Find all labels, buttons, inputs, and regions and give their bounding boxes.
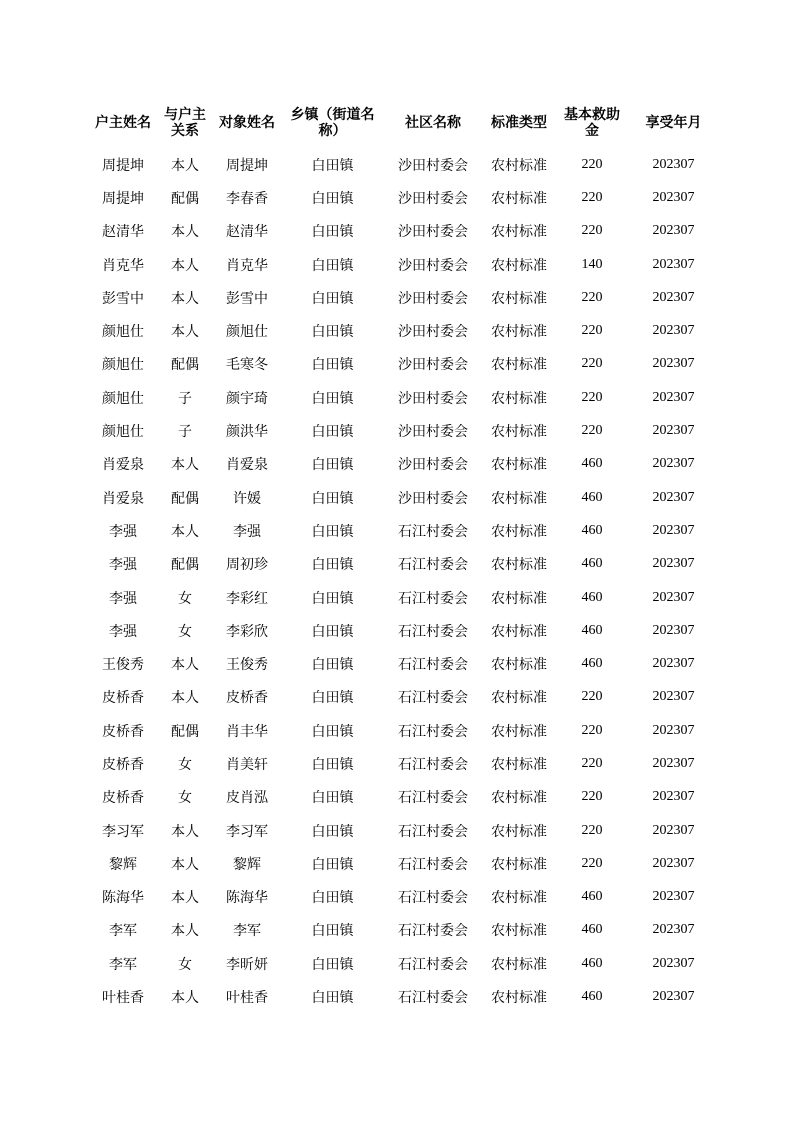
table-body xyxy=(90,148,720,1014)
township-cell: 白田镇 xyxy=(311,324,354,341)
relation-cell: 本人 xyxy=(171,890,199,907)
assistance-roster-table xyxy=(90,98,720,1014)
township-cell: 白田镇 xyxy=(311,657,354,674)
relation-cell: 本人 xyxy=(171,856,199,873)
relation-cell: 配偶 xyxy=(171,723,199,740)
standard-type-cell: 农村标准 xyxy=(491,823,547,840)
standard-type-cell: 农村标准 xyxy=(491,424,547,441)
household-head-cell: 周提坤 xyxy=(102,190,144,207)
standard-type-cell: 农村标准 xyxy=(491,723,547,740)
benefit-month-cell: 202307 xyxy=(652,189,695,205)
basic-aid-cell: 460 xyxy=(581,589,603,605)
benefit-month-cell: 202307 xyxy=(652,356,695,372)
township-cell: 白田镇 xyxy=(311,623,354,640)
table-row xyxy=(90,281,720,314)
recipient-name-cell: 叶桂香 xyxy=(226,990,268,1007)
relation-cell: 本人 xyxy=(171,823,199,840)
basic-aid-cell: 220 xyxy=(581,289,603,305)
relation-cell: 本人 xyxy=(171,290,199,307)
table-row xyxy=(90,914,720,947)
recipient-name-cell: 李军 xyxy=(233,923,261,940)
township-cell: 白田镇 xyxy=(311,756,354,773)
basic-aid-cell: 220 xyxy=(581,689,603,705)
table-row xyxy=(90,448,720,481)
relation-cell: 女 xyxy=(178,590,192,607)
basic-aid-cell: 220 xyxy=(581,189,603,205)
standard-type-cell: 农村标准 xyxy=(491,690,547,707)
township-cell: 白田镇 xyxy=(311,390,354,407)
relation-cell: 子 xyxy=(178,424,192,441)
household-head-cell: 皮桥香 xyxy=(102,690,144,707)
community-cell: 石江村委会 xyxy=(398,856,468,873)
township-cell: 白田镇 xyxy=(311,690,354,707)
recipient-name-cell: 毛寒冬 xyxy=(226,357,268,374)
recipient-name-cell: 肖爱泉 xyxy=(226,457,268,474)
household-head-cell: 叶桂香 xyxy=(102,990,144,1007)
basic-aid-cell: 460 xyxy=(581,989,603,1005)
relation-cell: 女 xyxy=(178,956,192,973)
township-cell: 白田镇 xyxy=(311,723,354,740)
header-household-head: 户主姓名 xyxy=(95,115,151,131)
basic-aid-cell: 460 xyxy=(581,889,603,905)
township-cell: 白田镇 xyxy=(311,856,354,873)
household-head-cell: 陈海华 xyxy=(102,890,144,907)
recipient-name-cell: 李习军 xyxy=(226,823,268,840)
table-row xyxy=(90,481,720,514)
household-head-cell: 赵清华 xyxy=(102,224,144,241)
township-cell: 白田镇 xyxy=(311,290,354,307)
basic-aid-cell: 220 xyxy=(581,389,603,405)
table-row xyxy=(90,847,720,880)
township-cell: 白田镇 xyxy=(311,523,354,540)
relation-cell: 女 xyxy=(178,790,192,807)
recipient-name-cell: 李彩欣 xyxy=(226,623,268,640)
household-head-cell: 李军 xyxy=(109,956,137,973)
standard-type-cell: 农村标准 xyxy=(491,490,547,507)
basic-aid-cell: 460 xyxy=(581,922,603,938)
benefit-month-cell: 202307 xyxy=(652,755,695,771)
benefit-month-cell: 202307 xyxy=(652,889,695,905)
recipient-name-cell: 颜宇琦 xyxy=(226,390,268,407)
township-cell: 白田镇 xyxy=(311,457,354,474)
table-row xyxy=(90,381,720,414)
community-cell: 石江村委会 xyxy=(398,990,468,1007)
community-cell: 沙田村委会 xyxy=(398,424,468,441)
relation-cell: 本人 xyxy=(171,657,199,674)
recipient-name-cell: 肖美轩 xyxy=(226,756,268,773)
standard-type-cell: 农村标准 xyxy=(491,324,547,341)
benefit-month-cell: 202307 xyxy=(652,622,695,638)
basic-aid-cell: 460 xyxy=(581,622,603,638)
community-cell: 石江村委会 xyxy=(398,690,468,707)
basic-aid-cell: 220 xyxy=(581,223,603,239)
standard-type-cell: 农村标准 xyxy=(491,523,547,540)
basic-aid-cell: 220 xyxy=(581,755,603,771)
community-cell: 石江村委会 xyxy=(398,723,468,740)
table-row xyxy=(90,647,720,680)
household-head-cell: 黎辉 xyxy=(109,856,137,873)
benefit-month-cell: 202307 xyxy=(652,855,695,871)
household-head-cell: 皮桥香 xyxy=(102,790,144,807)
standard-type-cell: 农村标准 xyxy=(491,790,547,807)
household-head-cell: 肖爱泉 xyxy=(102,457,144,474)
basic-aid-cell: 220 xyxy=(581,822,603,838)
basic-aid-cell: 220 xyxy=(581,789,603,805)
header-basic-aid: 基本救助金 xyxy=(564,107,620,139)
benefit-month-cell: 202307 xyxy=(652,989,695,1005)
basic-aid-cell: 220 xyxy=(581,722,603,738)
household-head-cell: 李强 xyxy=(109,523,137,540)
relation-cell: 配偶 xyxy=(171,190,199,207)
header-community: 社区名称 xyxy=(405,115,461,131)
recipient-name-cell: 许媛 xyxy=(233,490,261,507)
table-row xyxy=(90,980,720,1013)
header-recipient-name: 对象姓名 xyxy=(219,115,275,131)
household-head-cell: 彭雪中 xyxy=(102,290,144,307)
benefit-month-cell: 202307 xyxy=(652,323,695,339)
recipient-name-cell: 陈海华 xyxy=(226,890,268,907)
standard-type-cell: 农村标准 xyxy=(491,856,547,873)
recipient-name-cell: 赵清华 xyxy=(226,224,268,241)
standard-type-cell: 农村标准 xyxy=(491,623,547,640)
community-cell: 沙田村委会 xyxy=(398,324,468,341)
community-cell: 沙田村委会 xyxy=(398,157,468,174)
recipient-name-cell: 肖丰华 xyxy=(226,723,268,740)
standard-type-cell: 农村标准 xyxy=(491,257,547,274)
community-cell: 石江村委会 xyxy=(398,657,468,674)
relation-cell: 本人 xyxy=(171,923,199,940)
community-cell: 石江村委会 xyxy=(398,756,468,773)
relation-cell: 本人 xyxy=(171,523,199,540)
table-row xyxy=(90,348,720,381)
community-cell: 沙田村委会 xyxy=(398,257,468,274)
table-row xyxy=(90,714,720,747)
benefit-month-cell: 202307 xyxy=(652,489,695,505)
community-cell: 石江村委会 xyxy=(398,790,468,807)
benefit-month-cell: 202307 xyxy=(652,556,695,572)
table-row xyxy=(90,614,720,647)
relation-cell: 本人 xyxy=(171,324,199,341)
table-row xyxy=(90,314,720,347)
household-head-cell: 李军 xyxy=(109,923,137,940)
basic-aid-cell: 220 xyxy=(581,156,603,172)
benefit-month-cell: 202307 xyxy=(652,589,695,605)
household-head-cell: 李强 xyxy=(109,557,137,574)
community-cell: 沙田村委会 xyxy=(398,357,468,374)
household-head-cell: 周提坤 xyxy=(102,157,144,174)
table-row xyxy=(90,181,720,214)
community-cell: 石江村委会 xyxy=(398,623,468,640)
household-head-cell: 李强 xyxy=(109,623,137,640)
township-cell: 白田镇 xyxy=(311,557,354,574)
township-cell: 白田镇 xyxy=(311,224,354,241)
standard-type-cell: 农村标准 xyxy=(491,923,547,940)
standard-type-cell: 农村标准 xyxy=(491,557,547,574)
basic-aid-cell: 460 xyxy=(581,955,603,971)
benefit-month-cell: 202307 xyxy=(652,822,695,838)
table-row xyxy=(90,248,720,281)
standard-type-cell: 农村标准 xyxy=(491,457,547,474)
community-cell: 石江村委会 xyxy=(398,956,468,973)
table-row xyxy=(90,148,720,181)
community-cell: 石江村委会 xyxy=(398,923,468,940)
table-row xyxy=(90,581,720,614)
basic-aid-cell: 460 xyxy=(581,522,603,538)
benefit-month-cell: 202307 xyxy=(652,456,695,472)
benefit-month-cell: 202307 xyxy=(652,223,695,239)
community-cell: 沙田村委会 xyxy=(398,457,468,474)
township-cell: 白田镇 xyxy=(311,257,354,274)
benefit-month-cell: 202307 xyxy=(652,789,695,805)
standard-type-cell: 农村标准 xyxy=(491,357,547,374)
benefit-month-cell: 202307 xyxy=(652,423,695,439)
benefit-month-cell: 202307 xyxy=(652,656,695,672)
table-row xyxy=(90,514,720,547)
township-cell: 白田镇 xyxy=(311,890,354,907)
community-cell: 沙田村委会 xyxy=(398,290,468,307)
standard-type-cell: 农村标准 xyxy=(491,590,547,607)
recipient-name-cell: 李强 xyxy=(233,523,261,540)
relation-cell: 本人 xyxy=(171,224,199,241)
township-cell: 白田镇 xyxy=(311,823,354,840)
header-benefit-month: 享受年月 xyxy=(645,115,702,131)
header-relation-to-head: 与户主关系 xyxy=(164,107,206,139)
basic-aid-cell: 460 xyxy=(581,456,603,472)
township-cell: 白田镇 xyxy=(311,923,354,940)
benefit-month-cell: 202307 xyxy=(652,689,695,705)
community-cell: 石江村委会 xyxy=(398,823,468,840)
table-row xyxy=(90,747,720,780)
relation-cell: 女 xyxy=(178,623,192,640)
table-row xyxy=(90,414,720,447)
table-row xyxy=(90,881,720,914)
recipient-name-cell: 李彩红 xyxy=(226,590,268,607)
header-row xyxy=(90,98,720,148)
household-head-cell: 颜旭仕 xyxy=(102,357,144,374)
relation-cell: 配偶 xyxy=(171,357,199,374)
basic-aid-cell: 220 xyxy=(581,423,603,439)
header-township: 乡镇（街道名称） xyxy=(290,107,375,139)
relation-cell: 本人 xyxy=(171,690,199,707)
township-cell: 白田镇 xyxy=(311,590,354,607)
table-header xyxy=(90,98,720,148)
township-cell: 白田镇 xyxy=(311,956,354,973)
community-cell: 沙田村委会 xyxy=(398,224,468,241)
township-cell: 白田镇 xyxy=(311,157,354,174)
table-row xyxy=(90,814,720,847)
recipient-name-cell: 王俊秀 xyxy=(226,657,268,674)
standard-type-cell: 农村标准 xyxy=(491,224,547,241)
community-cell: 石江村委会 xyxy=(398,890,468,907)
relation-cell: 配偶 xyxy=(171,490,199,507)
recipient-name-cell: 李昕妍 xyxy=(226,956,268,973)
basic-aid-cell: 140 xyxy=(581,256,603,272)
relation-cell: 子 xyxy=(178,390,192,407)
township-cell: 白田镇 xyxy=(311,357,354,374)
basic-aid-cell: 460 xyxy=(581,556,603,572)
standard-type-cell: 农村标准 xyxy=(491,990,547,1007)
recipient-name-cell: 彭雪中 xyxy=(226,290,268,307)
relation-cell: 配偶 xyxy=(171,557,199,574)
standard-type-cell: 农村标准 xyxy=(491,956,547,973)
table-row xyxy=(90,548,720,581)
relation-cell: 女 xyxy=(178,756,192,773)
relation-cell: 本人 xyxy=(171,257,199,274)
standard-type-cell: 农村标准 xyxy=(491,890,547,907)
standard-type-cell: 农村标准 xyxy=(491,157,547,174)
community-cell: 沙田村委会 xyxy=(398,190,468,207)
recipient-name-cell: 颜旭仕 xyxy=(226,324,268,341)
township-cell: 白田镇 xyxy=(311,190,354,207)
table-row xyxy=(90,215,720,248)
basic-aid-cell: 460 xyxy=(581,489,603,505)
benefit-month-cell: 202307 xyxy=(652,256,695,272)
standard-type-cell: 农村标准 xyxy=(491,390,547,407)
recipient-name-cell: 周提坤 xyxy=(226,157,268,174)
community-cell: 沙田村委会 xyxy=(398,390,468,407)
benefit-month-cell: 202307 xyxy=(652,722,695,738)
standard-type-cell: 农村标准 xyxy=(491,657,547,674)
household-head-cell: 皮桥香 xyxy=(102,756,144,773)
household-head-cell: 颜旭仕 xyxy=(102,424,144,441)
community-cell: 沙田村委会 xyxy=(398,490,468,507)
township-cell: 白田镇 xyxy=(311,990,354,1007)
recipient-name-cell: 李春香 xyxy=(226,190,268,207)
benefit-month-cell: 202307 xyxy=(652,922,695,938)
basic-aid-cell: 460 xyxy=(581,656,603,672)
header-standard-type: 标准类型 xyxy=(491,115,547,131)
recipient-name-cell: 皮肖泓 xyxy=(226,790,268,807)
community-cell: 石江村委会 xyxy=(398,557,468,574)
household-head-cell: 王俊秀 xyxy=(102,657,144,674)
household-head-cell: 颜旭仕 xyxy=(102,390,144,407)
benefit-month-cell: 202307 xyxy=(652,955,695,971)
standard-type-cell: 农村标准 xyxy=(491,756,547,773)
household-head-cell: 李强 xyxy=(109,590,137,607)
community-cell: 石江村委会 xyxy=(398,590,468,607)
township-cell: 白田镇 xyxy=(311,424,354,441)
basic-aid-cell: 220 xyxy=(581,855,603,871)
basic-aid-cell: 220 xyxy=(581,323,603,339)
household-head-cell: 颜旭仕 xyxy=(102,324,144,341)
relation-cell: 本人 xyxy=(171,457,199,474)
household-head-cell: 肖爱泉 xyxy=(102,490,144,507)
standard-type-cell: 农村标准 xyxy=(491,190,547,207)
basic-aid-cell: 220 xyxy=(581,356,603,372)
relation-cell: 本人 xyxy=(171,990,199,1007)
township-cell: 白田镇 xyxy=(311,790,354,807)
recipient-name-cell: 周初珍 xyxy=(226,557,268,574)
household-head-cell: 肖克华 xyxy=(102,257,144,274)
township-cell: 白田镇 xyxy=(311,490,354,507)
table-row xyxy=(90,781,720,814)
benefit-month-cell: 202307 xyxy=(652,289,695,305)
benefit-month-cell: 202307 xyxy=(652,522,695,538)
benefit-month-cell: 202307 xyxy=(652,389,695,405)
recipient-name-cell: 肖克华 xyxy=(226,257,268,274)
table-row xyxy=(90,681,720,714)
benefit-month-cell: 202307 xyxy=(652,156,695,172)
community-cell: 石江村委会 xyxy=(398,523,468,540)
recipient-name-cell: 颜洪华 xyxy=(226,424,268,441)
recipient-name-cell: 皮桥香 xyxy=(226,690,268,707)
household-head-cell: 李习军 xyxy=(102,823,144,840)
table-row xyxy=(90,947,720,980)
recipient-name-cell: 黎辉 xyxy=(233,856,261,873)
standard-type-cell: 农村标准 xyxy=(491,290,547,307)
household-head-cell: 皮桥香 xyxy=(102,723,144,740)
relation-cell: 本人 xyxy=(171,157,199,174)
